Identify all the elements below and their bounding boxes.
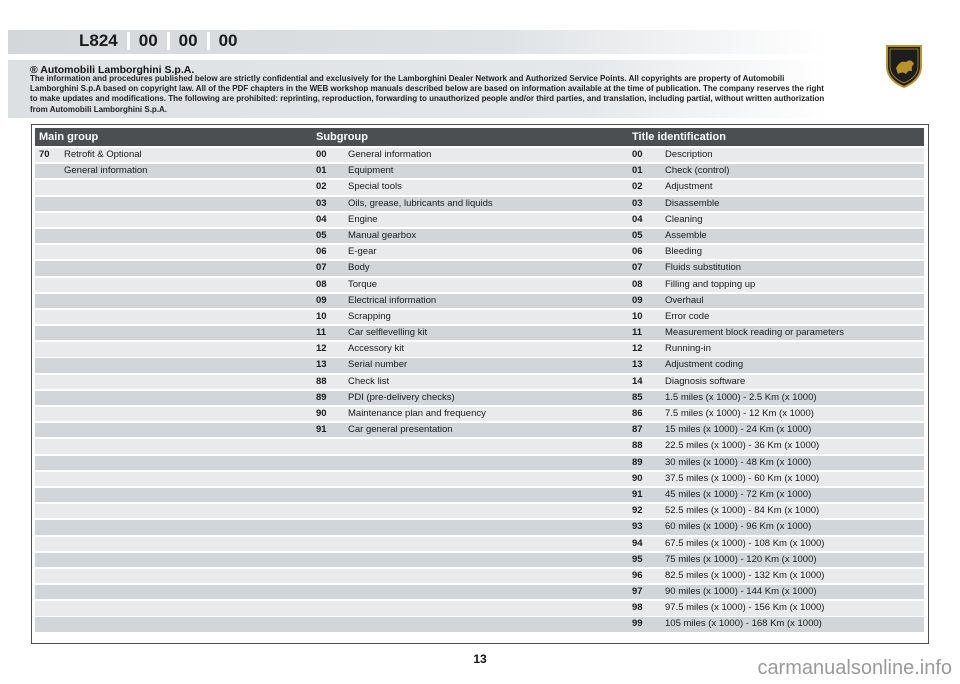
subgroup-number: 07 [316, 262, 327, 274]
subgroup-number: 06 [316, 246, 327, 258]
table-row [35, 617, 924, 631]
table-row [35, 326, 924, 340]
subgroup-number: 11 [316, 327, 327, 339]
subgroup-number: 02 [316, 181, 327, 193]
group-code: 00 [138, 31, 158, 50]
title-label: Adjustment coding [665, 359, 744, 371]
subgroup-label: Oils, grease, lubricants and liquids [348, 197, 493, 209]
table-row [35, 601, 924, 615]
title-number: 01 [632, 165, 643, 177]
title-number: 93 [632, 521, 643, 533]
subgroup-label: Car general presentation [348, 424, 453, 436]
title-label: Running-in [665, 343, 711, 355]
title-number: 04 [632, 213, 643, 225]
title-number: 88 [632, 440, 643, 452]
subgroup-label: Torque [348, 278, 378, 290]
title-number: 97 [632, 586, 643, 598]
main-group-number: 70 [39, 149, 50, 160]
title-label: Adjustment [665, 181, 713, 193]
title-number: 10 [632, 310, 643, 322]
watermark: carmanualsonline.info [757, 657, 952, 679]
subgroup-label: Engine [348, 213, 378, 225]
bull-shield-icon [884, 44, 924, 88]
subgroup-number: 05 [316, 229, 327, 241]
subgroup-number: 03 [316, 197, 327, 209]
title-number: 95 [632, 553, 643, 565]
header-title-identification: Title identification [632, 131, 726, 143]
subgroup-label: Manual gearbox [348, 229, 417, 241]
title-number: 87 [632, 424, 643, 436]
table-row [35, 520, 924, 534]
table-row [35, 310, 924, 324]
title-label: 1.5 miles (x 1000) - 2.5 Km (x 1000) [665, 391, 817, 403]
table-row [35, 537, 924, 551]
page-number: 13 [473, 652, 487, 666]
title-number: 13 [632, 359, 643, 371]
table-row [35, 569, 924, 583]
subgroup-label: General information [348, 149, 432, 160]
title-number: 09 [632, 294, 643, 306]
title-label: 15 miles (x 1000) - 24 Km (x 1000) [665, 424, 812, 436]
table-row [35, 456, 924, 470]
table-row [35, 245, 924, 259]
table-row [35, 342, 924, 356]
table-row [35, 488, 924, 502]
table-header [35, 128, 924, 146]
title-label: 22.5 miles (x 1000) - 36 Km (x 1000) [665, 440, 820, 452]
title-label: Measurement block reading or parameters [665, 327, 845, 339]
title-code: 00 [218, 31, 238, 50]
title-number: 99 [632, 618, 643, 630]
subgroup-number: 09 [316, 294, 327, 306]
subgroup-number: 00 [316, 149, 327, 160]
table-body [35, 148, 924, 634]
title-label: Diagnosis software [665, 375, 746, 387]
subgroup-label: Body [348, 262, 370, 274]
model-code: L824 [79, 31, 118, 50]
title-number: 11 [632, 327, 643, 339]
table-row [35, 229, 924, 243]
subgroup-number: 89 [316, 391, 327, 403]
subgroup-label: Car selflevelling kit [348, 327, 428, 339]
title-number: 05 [632, 229, 643, 241]
title-label: 82.5 miles (x 1000) - 132 Km (x 1000) [665, 569, 825, 581]
title-label: 45 miles (x 1000) - 72 Km (x 1000) [665, 488, 812, 500]
title-label: Overhaul [665, 294, 704, 306]
title-label: 90 miles (x 1000) - 144 Km (x 1000) [665, 586, 817, 598]
copyright-title: ® Automobili Lamborghini S.p.A. [30, 64, 195, 76]
subgroup-number: 91 [316, 424, 327, 436]
title-label: 30 miles (x 1000) - 48 Km (x 1000) [665, 456, 812, 468]
title-label: Disassemble [665, 197, 720, 209]
title-label: Assemble [665, 229, 707, 241]
table-row [35, 504, 924, 518]
table-row [35, 278, 924, 292]
table-row [35, 164, 924, 178]
table-row [35, 375, 924, 389]
subgroup-number: 10 [316, 310, 327, 322]
title-label: 52.5 miles (x 1000) - 84 Km (x 1000) [665, 505, 820, 517]
subgroup-number: 01 [316, 165, 327, 177]
copyright-notice: The information and procedures published below are strictly confidential and exclusively for the Lamborghini Dealer Network and Authorized Service Points. All copyrights are property of Automobili Lamborghini S.p.A based on copyright law. All of the PDF chapters in the WEB workshop manuals described below are based on information available at the time of publication. The company reserves the right to make updates and modifications. The following are prohibited: reprinting, reproduction, forwarding to unauthorized people and/or third parties, and translation, including partial, without written authorization from Automobili Lamborghini S.p.A. [30, 74, 825, 114]
subgroup-label: Accessory kit [348, 343, 404, 355]
subgroup-number: 90 [316, 408, 327, 419]
title-label: Cleaning [665, 213, 703, 225]
table-row [35, 180, 924, 194]
title-number: 89 [632, 456, 643, 468]
table-row [35, 439, 924, 453]
title-label: 105 miles (x 1000) - 168 Km (x 1000) [665, 618, 822, 630]
subgroup-code: 00 [178, 31, 198, 50]
title-number: 96 [632, 569, 643, 581]
subgroup-label: Special tools [348, 181, 402, 193]
title-number: 90 [632, 472, 643, 484]
subgroup-label: Serial number [348, 359, 408, 371]
title-label: Filling and topping up [665, 278, 756, 290]
title-number: 98 [632, 602, 643, 614]
title-number: 02 [632, 181, 643, 193]
main-group-label: Retrofit & Optional [64, 149, 142, 160]
subgroup-label: Scrapping [348, 310, 391, 322]
subgroup-number: 04 [316, 213, 327, 225]
subgroup-number: 88 [316, 375, 327, 387]
title-number: 12 [632, 343, 643, 355]
title-number: 92 [632, 505, 643, 517]
subgroup-label: Check list [348, 375, 390, 387]
subgroup-number: 08 [316, 278, 327, 290]
table-row [35, 148, 924, 162]
subgroup-label: PDI (pre-delivery checks) [348, 391, 455, 403]
table-row [35, 553, 924, 567]
title-label: Description [665, 149, 713, 160]
header-subgroup: Subgroup [316, 131, 368, 143]
title-number: 85 [632, 391, 643, 403]
table-row [35, 294, 924, 308]
title-label: 75 miles (x 1000) - 120 Km (x 1000) [665, 553, 817, 565]
title-number: 94 [632, 537, 643, 549]
subgroup-label: Equipment [348, 165, 394, 177]
table-row [35, 261, 924, 275]
title-number: 07 [632, 262, 643, 274]
title-label: 7.5 miles (x 1000) - 12 Km (x 1000) [665, 408, 814, 419]
title-label: Check (control) [665, 165, 730, 177]
title-number: 06 [632, 246, 643, 258]
title-label: 97.5 miles (x 1000) - 156 Km (x 1000) [665, 602, 825, 614]
table-row [35, 423, 924, 437]
table-row [35, 391, 924, 405]
subgroup-number: 13 [316, 359, 327, 371]
subgroup-label: Maintenance plan and frequency [348, 408, 486, 419]
title-number: 00 [632, 149, 643, 160]
table-row [35, 197, 924, 211]
title-label: 60 miles (x 1000) - 96 Km (x 1000) [665, 521, 812, 533]
title-label: Bleeding [665, 246, 702, 258]
table-row [35, 213, 924, 227]
main-group-label: General information [64, 165, 148, 177]
title-number: 91 [632, 488, 643, 500]
document-code [70, 31, 247, 51]
table-row [35, 358, 924, 372]
title-number: 08 [632, 278, 643, 290]
table-row [35, 585, 924, 599]
title-label: Fluids substitution [665, 262, 742, 274]
title-label: 37.5 miles (x 1000) - 60 Km (x 1000) [665, 472, 820, 484]
subgroup-number: 12 [316, 343, 327, 355]
header-main-group: Main group [39, 131, 99, 143]
title-label: Error code [665, 310, 710, 322]
table-row [35, 472, 924, 486]
subgroup-label: E-gear [348, 246, 377, 258]
title-number: 14 [632, 375, 643, 387]
table-row [35, 407, 924, 421]
title-number: 03 [632, 197, 643, 209]
subgroup-label: Electrical information [348, 294, 437, 306]
title-number: 86 [632, 408, 643, 419]
title-label: 67.5 miles (x 1000) - 108 Km (x 1000) [665, 537, 825, 549]
